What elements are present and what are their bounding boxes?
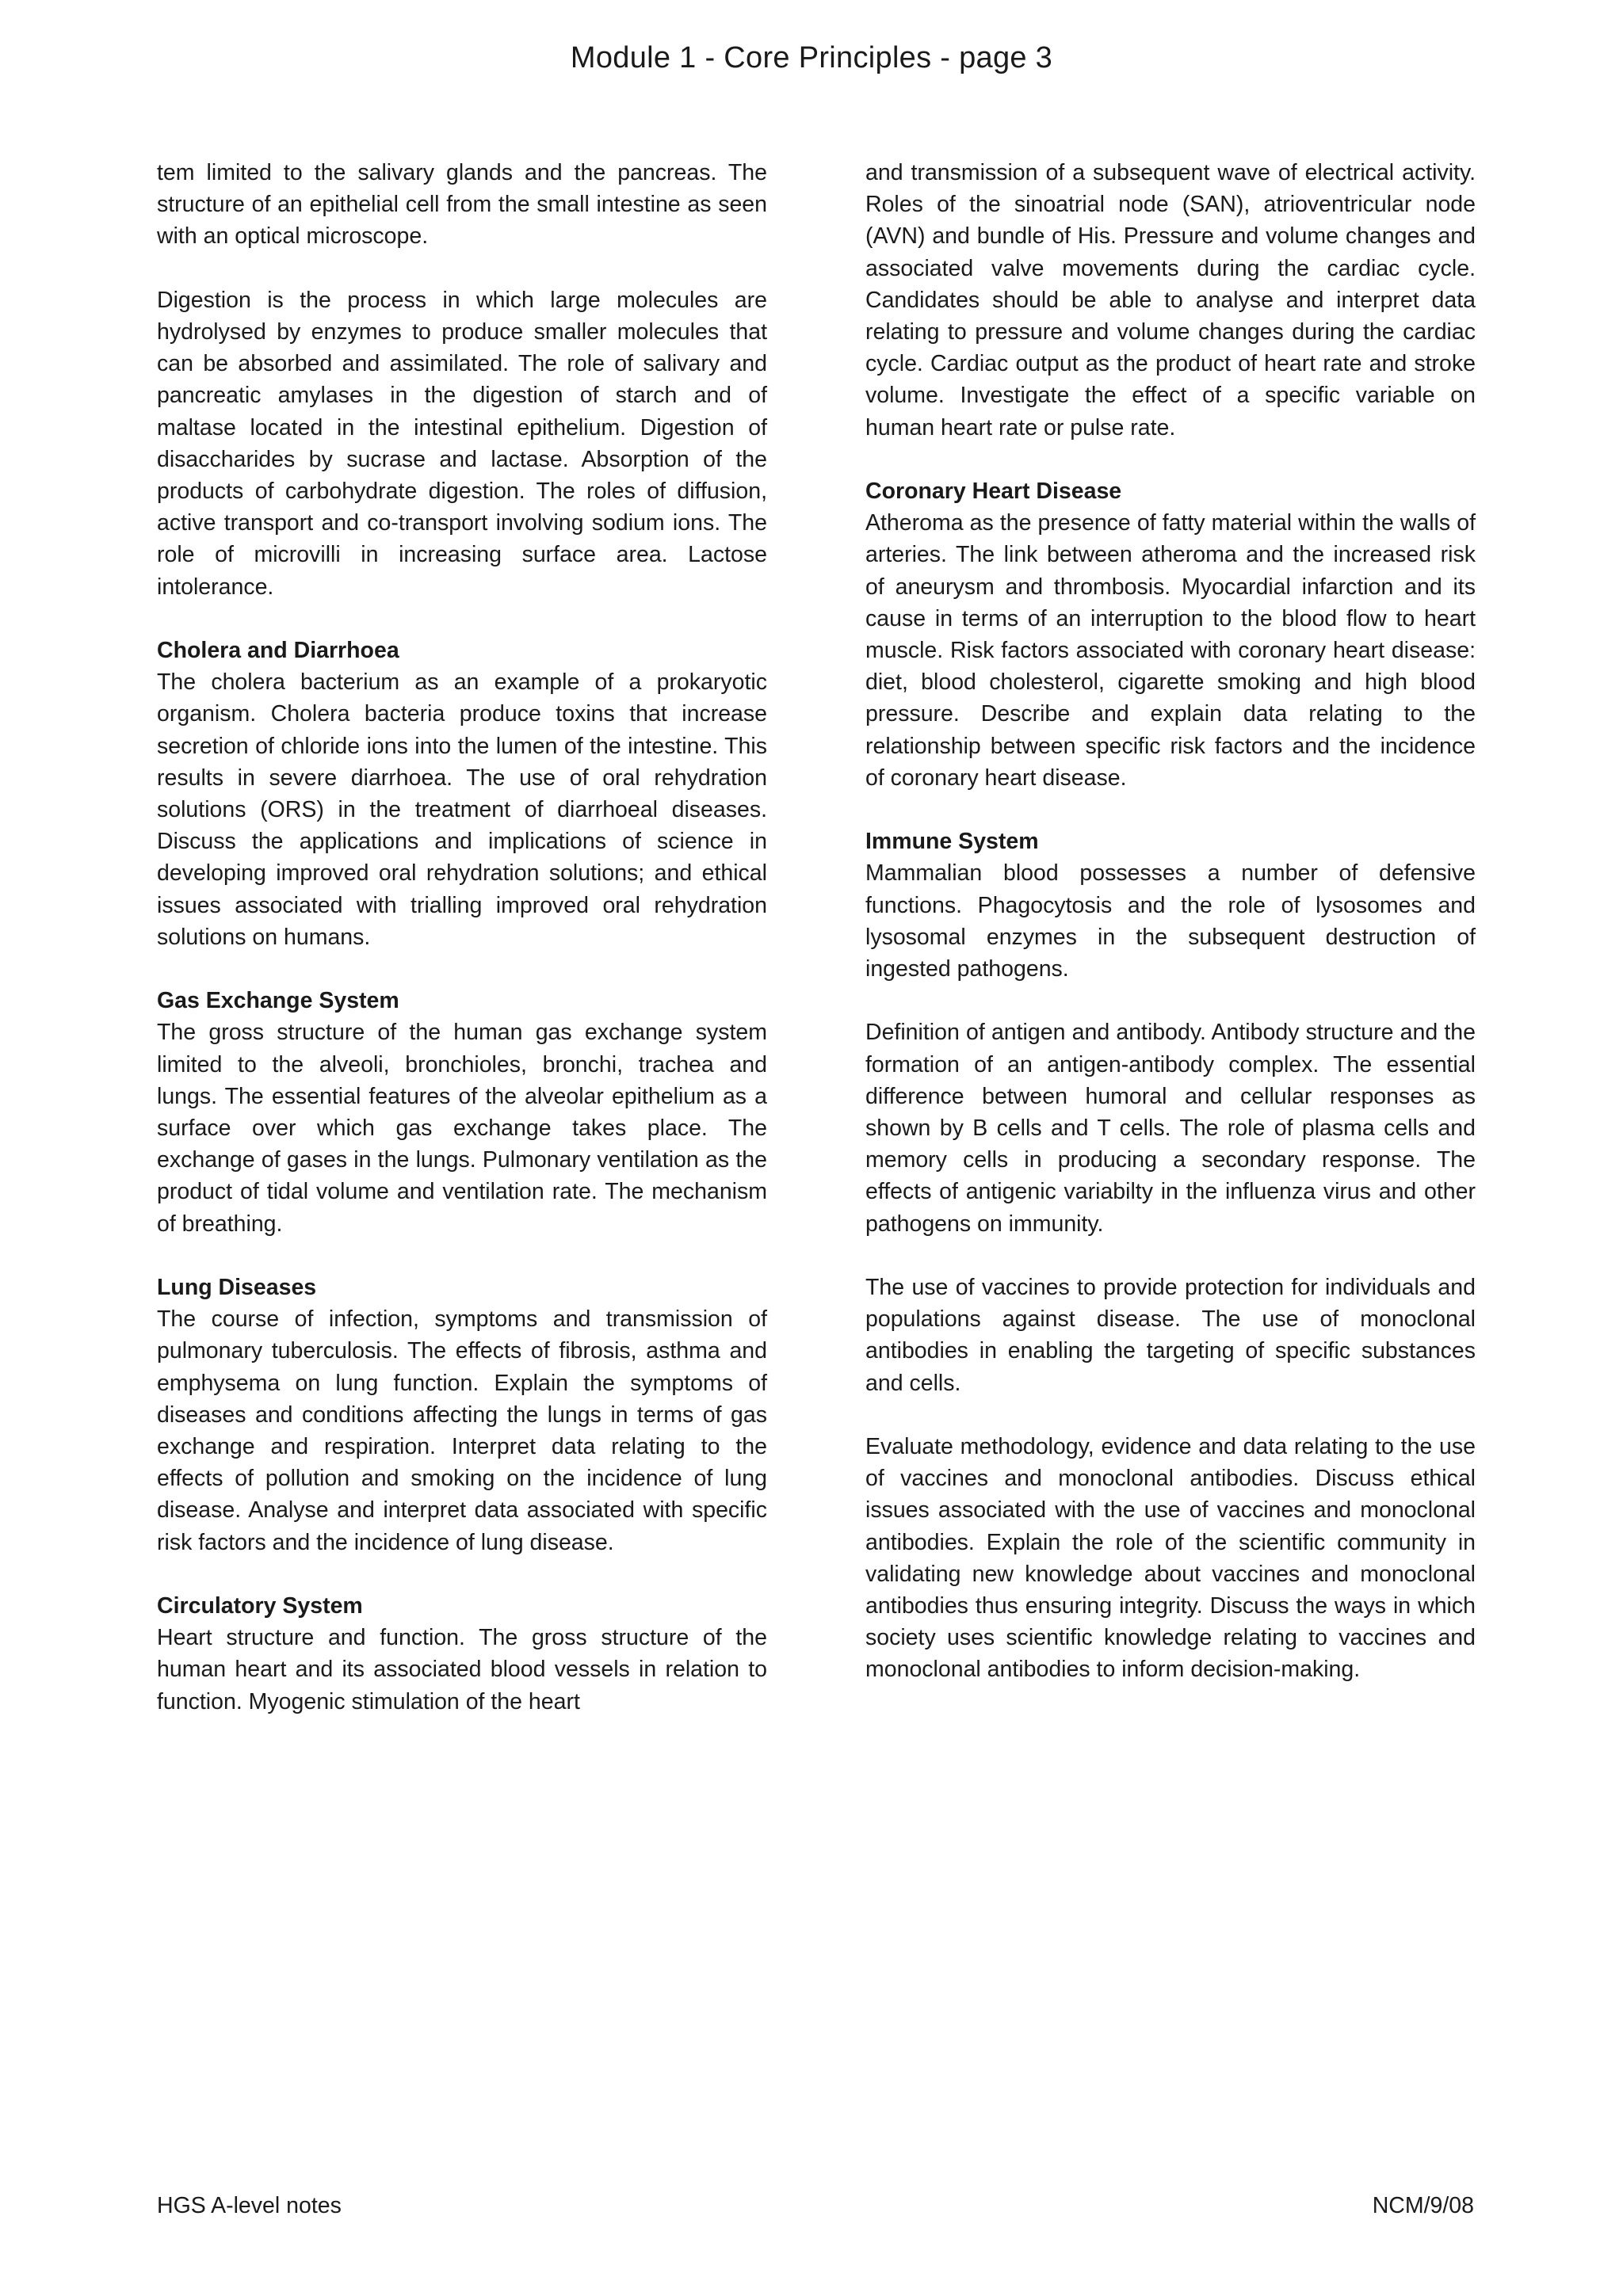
section-text: The gross structure of the human gas exchange system limited to the alveoli, bronchioles, bronchi, trachea and lungs. The essential features of the alveolar epithelium as a surface over which gas exchange takes place. The exchange of gases in the lungs. Pulmonary ventilation as the product of tidal volume and ventilation rate. The mechanism of breathing. xyxy=(157,1020,767,1237)
section-heading: Circulatory System xyxy=(157,1593,363,1619)
paragraph: tem limited to the salivary glands and the pancreas. The structure of an epithelial cell from the small intestine as seen with an optical microscope. xyxy=(157,160,767,250)
section-cholera-and-diarrhoea xyxy=(157,635,767,953)
section-coronary-heart-disease xyxy=(865,475,1476,794)
section-text: Heart structure and function. The gross structure of the human heart and its associated blood vessels in relation to function. Myogenic stimulation of the heart xyxy=(157,1625,767,1714)
section-heading: Coronary Heart Disease xyxy=(865,479,1122,505)
section-circulatory-system xyxy=(157,1590,767,1718)
left-column xyxy=(157,157,767,1749)
paragraph: Digestion is the process in which large molecules are hydrolysed by enzymes to produce smaller molecules that can be absorbed and assimilated. The role of salivary and pancreatic amylases in the digestion of starch and of maltase located in the intestinal epithelium. Digestion of disaccharides by sucrase and lactase. Absorption of the products of carbohydrate digestion. The roles of diffusion, active transport and co-transport involving sodium ions. The role of microvilli in increasing surface area. Lactose intolerance. xyxy=(157,287,767,600)
footer-left-note: HGS A-level notes xyxy=(157,2193,342,2218)
section-heading: Immune System xyxy=(865,829,1039,855)
section-heading: Lung Diseases xyxy=(157,1275,317,1301)
section-heading: Cholera and Diarrhoea xyxy=(157,638,399,664)
page-title: Module 1 - Core Principles - page 3 xyxy=(570,41,1053,74)
paragraph: The use of vaccines to provide protection for individuals and populations against disease. The use of monoclonal antibodies in enabling the targeting of specific substances and cells. xyxy=(865,1275,1476,1396)
section-gas-exchange-system xyxy=(157,985,767,1240)
section-text: Mammalian blood possesses a number of defensive functions. Phagocytosis and the role of lysosomes and lysosomal enzymes in the subsequent destruction of ingested pathogens. xyxy=(865,860,1476,982)
section-immune-system xyxy=(865,826,1476,985)
paragraph: Definition of antigen and antibody. Antibody structure and the formation of an antigen-antibody complex. The essential difference between humoral and cellular responses as shown by B cells and T cells. The role of plasma cells and memory cells in producing a secondary response. The effects of antigenic variabilty in the influenza virus and other pathogens on immunity. xyxy=(865,1020,1476,1237)
section-text: The cholera bacterium as an example of a prokaryotic organism. Cholera bacteria produce toxins that increase secretion of chloride ions into the lumen of the intestine. This results in severe diarrhoea. The use of oral rehydration solutions (ORS) in the treatment of diarrhoeal diseases. Discuss the applications and implications of science in developing improved oral rehydration solutions; and ethical issues associated with trialling improved oral rehydration solutions on humans. xyxy=(157,669,767,950)
section-text: Atheroma as the presence of fatty material within the walls of arteries. The link between atheroma and the increased risk of aneurysm and thrombosis. Myocardial infarction and its cause in terms of an interruption to the blood flow to heart muscle. Risk factors associated with coronary heart disease: diet, blood cholesterol, cigarette smoking and high blood pressure. Describe and explain data relating to the relationship between specific risk factors and the incidence of coronary heart disease. xyxy=(865,510,1476,791)
paragraph: Evaluate methodology, evidence and data relating to the use of vaccines and monoclonal antibodies. Discuss ethical issues associated with the use of vaccines and monoclonal antibodies. Explain the role of the scientific community in validating new knowledge about vaccines and monoclonal antibodies thus ensuring integrity. Discuss the ways in which society uses scientific knowledge relating to vaccines and monoclonal antibodies to inform decision-making. xyxy=(865,1434,1476,1683)
section-heading: Gas Exchange System xyxy=(157,988,399,1014)
section-lung-diseases xyxy=(157,1272,767,1558)
footer-right-reference: NCM/9/08 xyxy=(1372,2193,1474,2218)
paragraph: and transmission of a subsequent wave of electrical activity. Roles of the sinoatrial node (SAN), atrioventricular node (AVN) and bundle of His. Pressure and volume changes and associated valve movements during the cardiac cycle. Candidates should be able to analyse and interpret data relating to pressure and volume changes during the cardiac cycle. Cardiac output as the product of heart rate and stroke volume. Investigate the effect of a specific variable on human heart rate or pulse rate. xyxy=(865,160,1476,441)
right-column xyxy=(865,157,1476,1718)
section-text: The course of infection, symptoms and transmission of pulmonary tuberculosis. The effects of fibrosis, asthma and emphysema on lung function. Explain the symptoms of diseases and conditions affecting the lungs in terms of gas exchange and respiration. Interpret data relating to the effects of pollution and smoking on the incidence of lung disease. Analyse and interpret data associated with specific risk factors and the incidence of lung disease. xyxy=(157,1306,767,1555)
